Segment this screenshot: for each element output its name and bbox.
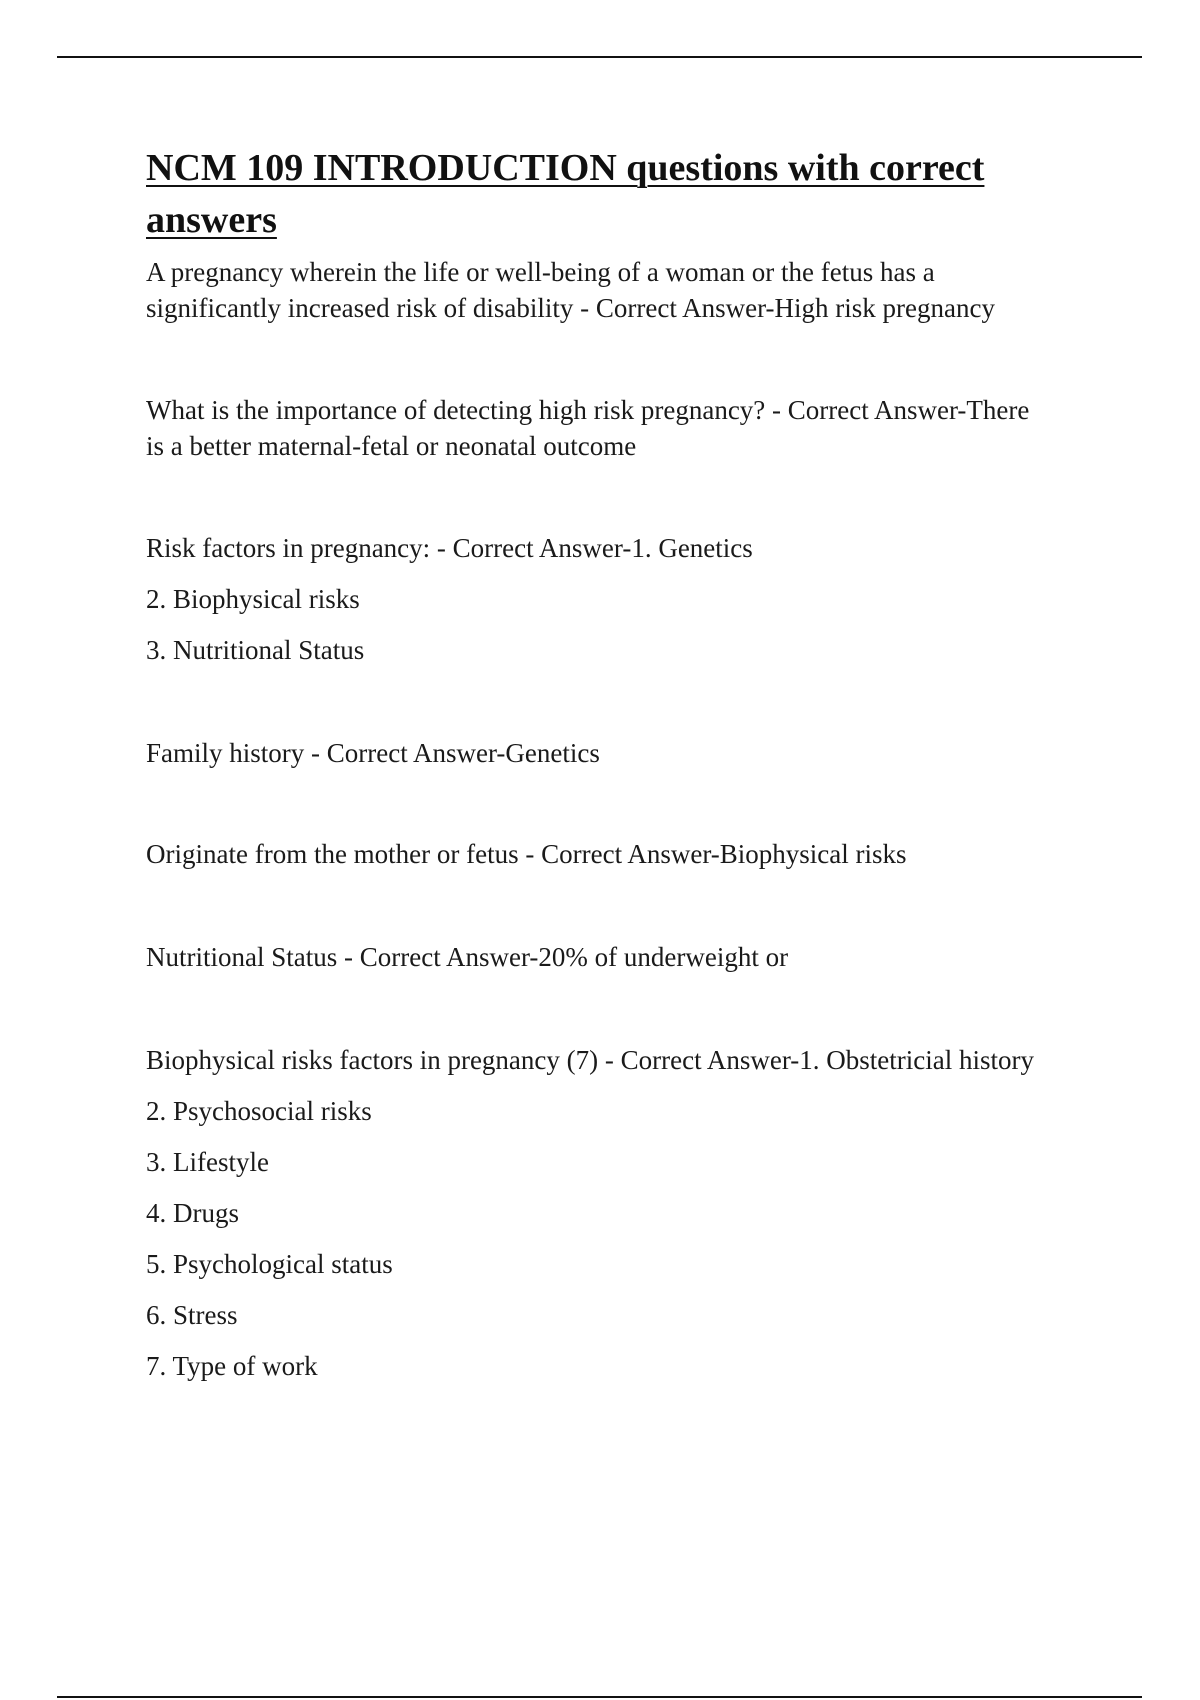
qa-text-line: significantly increased risk of disability - Correct Answer-High risk pregnancy <box>146 293 995 323</box>
qa-list-item: 2. Biophysical risks <box>146 584 360 614</box>
qa-text-line: Family history - Correct Answer-Genetics <box>146 738 600 768</box>
qa-item-originate <box>146 836 1106 872</box>
qa-text-line: A pregnancy wherein the life or well-being of a woman or the fetus has a <box>146 257 935 287</box>
document-body <box>146 142 1106 1384</box>
qa-item-nutritional-status <box>146 939 1106 975</box>
qa-text-line: is a better maternal-fetal or neonatal outcome <box>146 431 637 461</box>
title-line-2: answers <box>146 199 277 241</box>
qa-item-importance-detection <box>146 392 1106 464</box>
qa-text-line: Nutritional Status - Correct Answer-20% of underweight or <box>146 942 789 972</box>
qa-list-item: 4. Drugs <box>146 1198 239 1228</box>
qa-list-item: 6. Stress <box>146 1300 238 1330</box>
qa-list-item: 3. Nutritional Status <box>146 635 365 665</box>
qa-item-family-history <box>146 735 1106 771</box>
qa-text-line: Biophysical risks factors in pregnancy (7) - Correct Answer-1. Obstetricial history <box>146 1045 1034 1075</box>
qa-list-item: 2. Psychosocial risks <box>146 1096 372 1126</box>
qa-item-biophysical-risk-factors <box>146 1042 1106 1384</box>
qa-list-item: 3. Lifestyle <box>146 1147 269 1177</box>
qa-list-item: 7. Type of work <box>146 1351 318 1381</box>
qa-item-risk-factors <box>146 530 1106 668</box>
qa-item-high-risk-pregnancy <box>146 254 1106 326</box>
qa-list-item: 5. Psychological status <box>146 1249 393 1279</box>
qa-text-line: Risk factors in pregnancy: - Correct Answer-1. Genetics <box>146 533 753 563</box>
document-title <box>146 142 1106 246</box>
bottom-divider <box>57 1696 1142 1698</box>
title-line-1: NCM 109 INTRODUCTION questions with correct <box>146 147 985 189</box>
qa-text-line: What is the importance of detecting high risk pregnancy? - Correct Answer-There <box>146 395 1030 425</box>
top-divider <box>57 56 1142 58</box>
qa-text-line: Originate from the mother or fetus - Correct Answer-Biophysical risks <box>146 839 907 869</box>
